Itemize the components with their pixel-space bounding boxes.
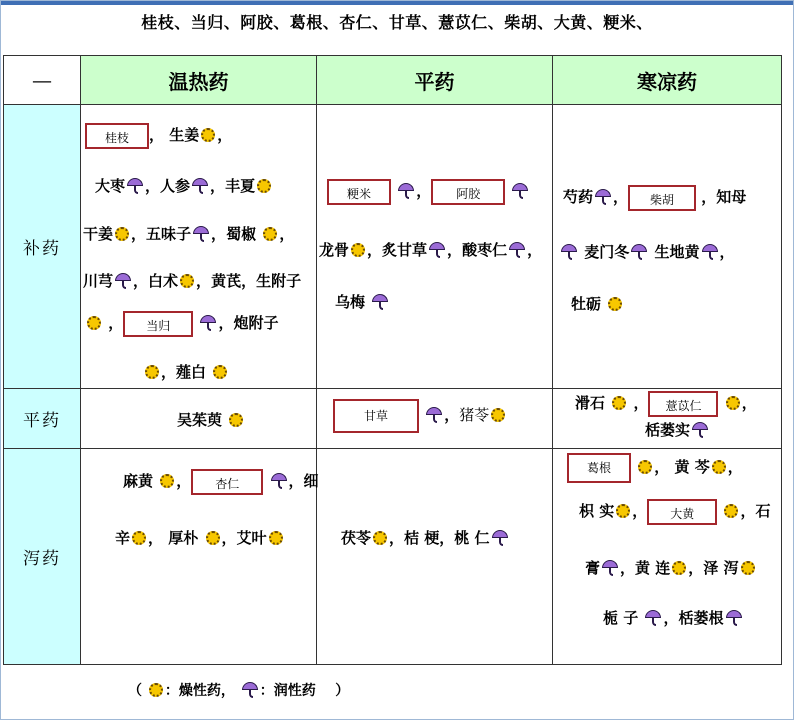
sun-icon: [726, 396, 740, 410]
umbrella-icon: [630, 243, 648, 261]
sun-icon: [257, 179, 271, 193]
sun-icon: [160, 474, 174, 488]
sun-icon: [672, 561, 686, 575]
cell-neutral-neutral: 甘草 ，猪苓: [317, 389, 553, 449]
legend-open: （: [128, 683, 142, 699]
herb: 蜀椒: [226, 225, 257, 243]
row-header-tonic: 补药: [4, 105, 81, 389]
cell-purgative-neutral: 茯苓 ，桔 梗，桃 仁: [317, 449, 553, 665]
umbrella-icon: [371, 293, 389, 311]
corner-cell: —: [4, 56, 81, 105]
herb: 大枣: [95, 177, 126, 195]
sun-icon: [269, 531, 283, 545]
herb-box: 葛根: [567, 453, 631, 483]
cell-tonic-cold: 芍药 ， 柴胡 ，知母 麦门冬 生地黄 ， 牡砺: [553, 105, 782, 389]
herb: 细: [303, 472, 319, 490]
umbrella-icon: [691, 421, 709, 439]
row-header-neutral: 平药: [4, 389, 81, 449]
legend-dry-label: ：燥性药，: [164, 683, 235, 699]
umbrella-icon: [508, 241, 526, 259]
row-header-purgative: 泻药: [4, 449, 81, 665]
sun-icon: [373, 531, 387, 545]
herb-box: 甘草: [333, 399, 419, 433]
herb-classification-table: [3, 55, 782, 665]
herb: 龙骨: [319, 241, 350, 259]
herb-box: 粳米: [327, 179, 391, 205]
umbrella-icon: [199, 314, 217, 332]
herb-box: 阿胶: [431, 179, 505, 205]
sun-icon: [351, 243, 365, 257]
herb-box: 桂枝: [85, 123, 149, 149]
sun-icon: [87, 316, 101, 330]
herb: 厚朴: [168, 529, 199, 547]
herb: 栝蒌实: [645, 421, 691, 439]
herb: 艾叶: [236, 529, 267, 547]
sun-icon: [638, 460, 652, 474]
herb-box: 大黄: [647, 499, 717, 525]
herb: 栝蒌根: [678, 609, 724, 627]
herb: 炮附子: [233, 314, 279, 332]
umbrella-icon: [560, 243, 578, 261]
umbrella-icon: [192, 225, 210, 243]
sun-icon: [180, 274, 194, 288]
herb-box: 当归: [123, 311, 193, 337]
herb-box: 柴胡: [628, 185, 696, 211]
sun-icon: [612, 396, 626, 410]
herb: 吴茱萸: [177, 411, 223, 429]
herb: 滑石: [575, 394, 606, 412]
herb: 麻黄: [123, 472, 154, 490]
sun-icon: [115, 227, 129, 241]
sun-icon: [712, 460, 726, 474]
umbrella-icon: [491, 529, 509, 547]
page-title: 桂枝、当归、阿胶、葛根、杏仁、甘草、薏苡仁、柴胡、大黄、粳米、: [141, 13, 653, 32]
cell-neutral-warm: [81, 389, 317, 449]
umbrella-icon: [701, 243, 719, 261]
sun-icon: [608, 297, 622, 311]
herb: 麦门冬: [584, 243, 630, 261]
cell-tonic-warm: 桂枝 ， 生姜 ， 大枣 ，人参 ，丰夏 干姜 ，五味子 ，蜀椒 ， 川芎 ，白术 ，黄芪，生附子 ， 当归 ，炮附子 ，薤白: [81, 105, 317, 389]
herb: 川芎: [83, 272, 114, 290]
herb: 芍药: [563, 188, 594, 206]
umbrella-icon: [425, 406, 443, 424]
cell-neutral-cold: 滑石 ， 薏苡仁 ， 栝蒌实: [553, 389, 782, 449]
cell-purgative-cold: 葛根 ， 黄 芩 ， 枳 实 ， 大黄 ，石 膏 ，黄 连 ，泽 泻 栀 子 ，栝蒌根: [553, 449, 782, 665]
umbrella-icon: [644, 609, 662, 627]
sun-icon: [213, 365, 227, 379]
umbrella-icon: [594, 188, 612, 206]
column-header-neutral: 平药: [317, 56, 553, 105]
herb: 枳 实: [579, 502, 615, 520]
herb: 猪苓: [459, 406, 490, 424]
sun-icon: [132, 531, 146, 545]
cell-tonic-neutral: 粳米 ， 阿胶 龙骨 ，炙甘草 ，酸枣仁 ， 乌梅: [317, 105, 553, 389]
sun-icon: [491, 408, 505, 422]
umbrella-icon: [241, 681, 259, 699]
herb: 栀 子: [603, 609, 639, 627]
legend-moist-label: ：润性药: [259, 683, 316, 699]
herb: 黄 芩: [674, 458, 710, 476]
sun-icon: [229, 413, 243, 427]
sun-icon: [145, 365, 159, 379]
herb: 丰夏: [225, 177, 256, 195]
sun-icon: [724, 504, 738, 518]
umbrella-icon: [270, 472, 288, 490]
herb: 茯苓: [341, 529, 372, 547]
umbrella-icon: [191, 177, 209, 195]
sun-icon: [616, 504, 630, 518]
herb: 五味子: [146, 225, 192, 243]
herb: 炙甘草: [382, 241, 428, 259]
herb-box: 杏仁: [191, 469, 263, 495]
herb: 生附子: [256, 272, 302, 290]
umbrella-icon: [397, 182, 415, 200]
herb: 白术: [148, 272, 179, 290]
herb: 桔 梗: [404, 529, 440, 547]
herb: 知母: [716, 188, 747, 206]
column-header-cold: 寒凉药: [553, 56, 782, 105]
umbrella-icon: [511, 182, 529, 200]
herb: 桃 仁: [454, 529, 490, 547]
legend-close: ）: [335, 683, 350, 699]
herb: 辛: [115, 529, 131, 547]
umbrella-icon: [428, 241, 446, 259]
legend: [128, 680, 349, 700]
herb: 石: [755, 502, 771, 520]
sun-icon: [206, 531, 220, 545]
herb: 人参: [160, 177, 191, 195]
herb: 黄 连: [635, 559, 671, 577]
cell-purgative-warm: 麻黄 ， 杏仁 ，细 辛 ， 厚朴 ，艾叶: [81, 449, 317, 665]
herb: 牡砺: [571, 295, 602, 313]
herb-box: 薏苡仁: [648, 391, 718, 417]
umbrella-icon: [601, 559, 619, 577]
sun-icon: [149, 683, 163, 697]
herb: 膏: [585, 559, 601, 577]
herb: 乌梅: [335, 293, 366, 311]
herb: 薤白: [176, 363, 207, 381]
sun-icon: [201, 128, 215, 142]
umbrella-icon: [725, 609, 743, 627]
umbrella-icon: [126, 177, 144, 195]
sun-icon: [263, 227, 277, 241]
herb: 干姜: [83, 225, 114, 243]
herb: 酸枣仁: [462, 241, 508, 259]
column-header-warm: 温热药: [81, 56, 317, 105]
herb: 泽 泻: [703, 559, 739, 577]
herb: 黄芪: [211, 272, 242, 290]
herb: 生地黄: [654, 243, 700, 261]
umbrella-icon: [114, 272, 132, 290]
sun-icon: [741, 561, 755, 575]
herb: 生姜: [169, 126, 200, 144]
